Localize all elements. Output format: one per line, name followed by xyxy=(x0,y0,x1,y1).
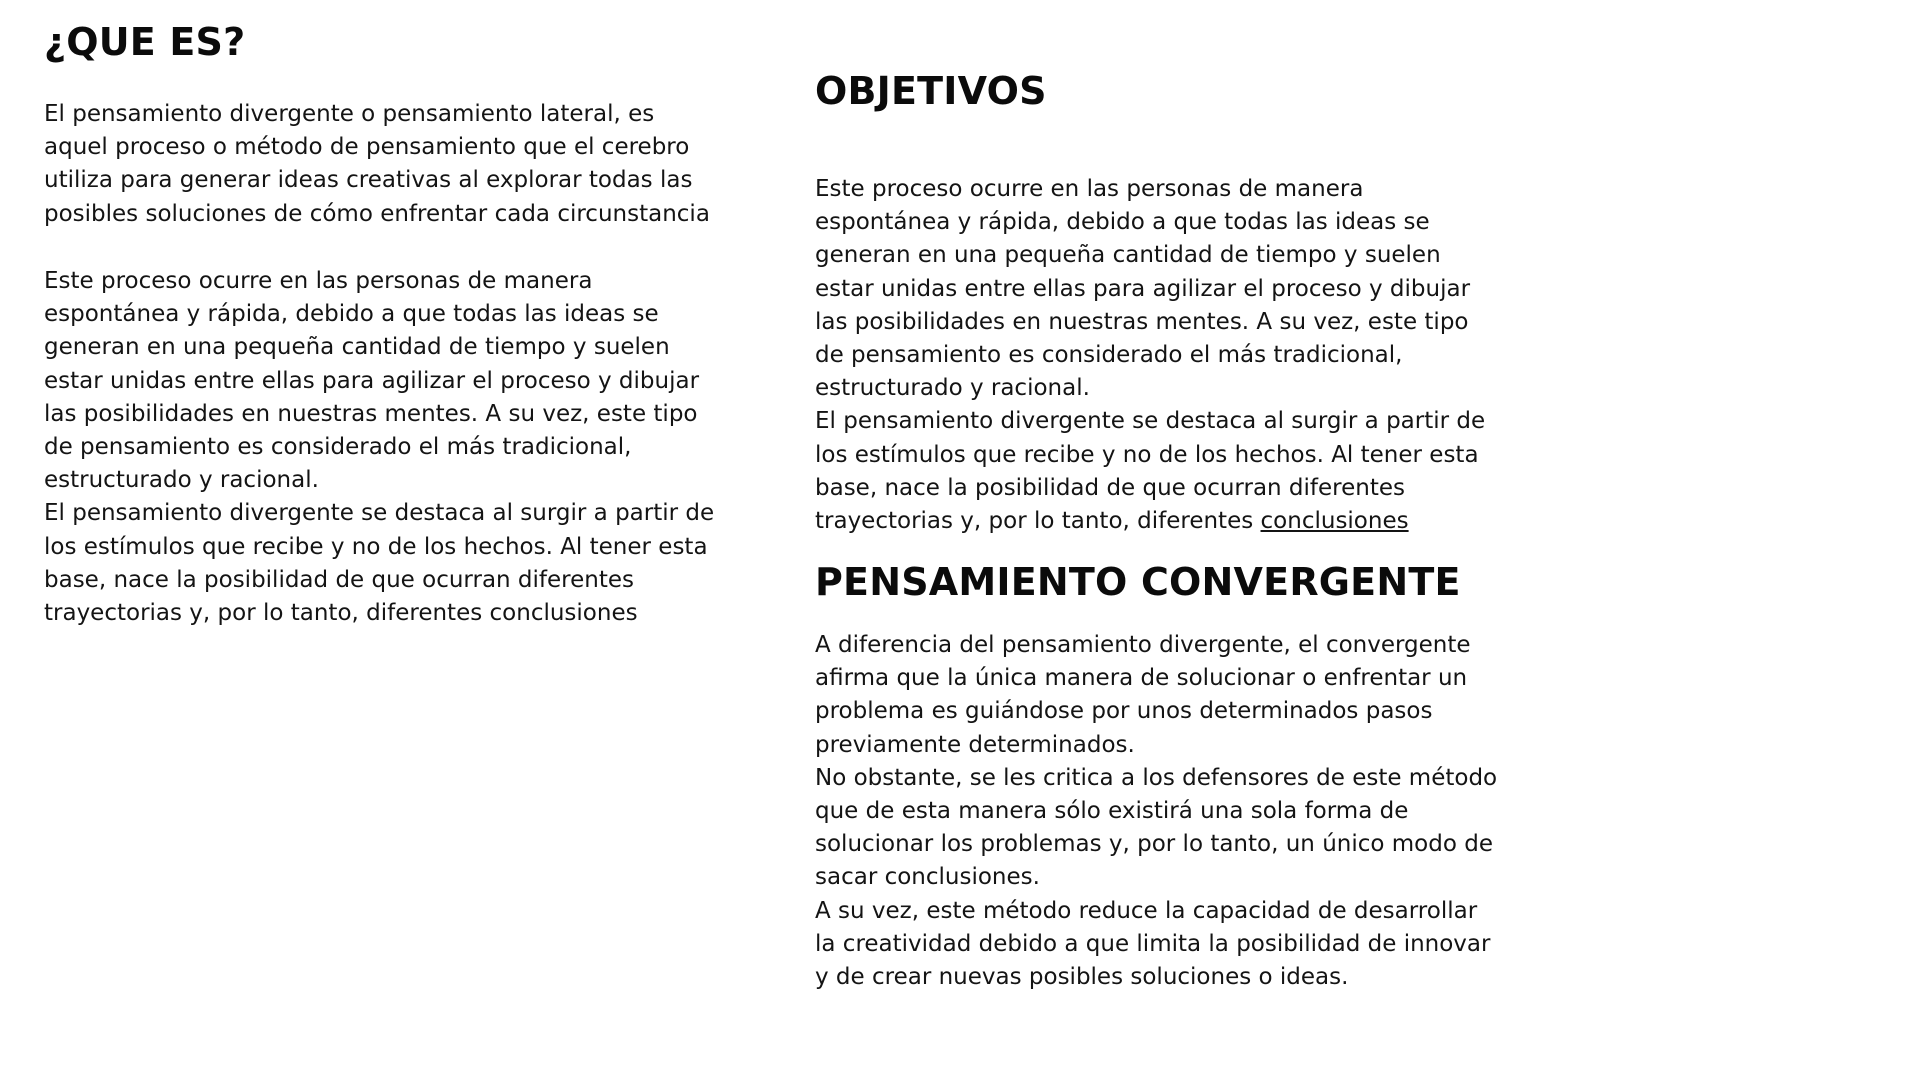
text-line: utiliza para generar ideas creativas al explorar todas las xyxy=(44,167,693,194)
text-line: aquel proceso o método de pensamiento que el cerebro xyxy=(44,134,690,161)
text-line: afirma que la única manera de solucionar o enfrentar un xyxy=(815,665,1468,692)
heading-objetivos: OBJETIVOS xyxy=(815,69,1047,113)
text-line: solucionar los problemas y, por lo tanto, un único modo de xyxy=(815,831,1493,858)
heading-que-es: ¿QUE ES? xyxy=(44,20,246,64)
text-line: A su vez, este método reduce la capacidad de desarrollar xyxy=(815,897,1478,924)
text-line: estar unidas entre ellas para agilizar el proceso y dibujar xyxy=(44,367,700,394)
text-line: previamente determinados. xyxy=(815,731,1135,758)
text-line: estructurado y racional. xyxy=(44,467,319,494)
text-line: El pensamiento divergente se destaca al surgir a partir de xyxy=(44,500,715,527)
text-line: No obstante, se les critica a los defensores de este método xyxy=(815,764,1498,791)
text-line: los estímulos que recibe y no de los hechos. Al tener esta xyxy=(44,533,708,560)
text-line: de pensamiento es considerado el más tradicional, xyxy=(815,342,1403,369)
paragraph-definicion xyxy=(44,98,710,231)
text-line: que de esta manera sólo existirá una sola forma de xyxy=(815,798,1409,825)
text-line: trayectorias y, por lo tanto, diferentes conclusiones xyxy=(44,600,638,627)
text-line: El pensamiento divergente se destaca al surgir a partir de xyxy=(815,408,1486,435)
text-line: A diferencia del pensamiento divergente, el convergente xyxy=(815,632,1471,658)
text-line: las posibilidades en nuestras mentes. A su vez, este tipo xyxy=(44,400,698,427)
text-line: y de crear nuevas posibles soluciones o ideas. xyxy=(815,964,1349,991)
conclusiones-link[interactable]: conclusiones xyxy=(1260,508,1409,535)
text-line: estructurado y racional. xyxy=(815,375,1090,402)
paragraph-proceso xyxy=(44,265,714,630)
text-line: Este proceso ocurre en las personas de manera xyxy=(815,176,1364,202)
text-line: sacar conclusiones. xyxy=(815,864,1040,891)
text-line: posibles soluciones de cómo enfrentar cada circunstancia xyxy=(44,200,710,227)
paragraph-convergente xyxy=(815,629,1497,994)
text-line: problema es guiándose por unos determinados pasos xyxy=(815,698,1433,725)
text-line: la creatividad debido a que limita la posibilidad de innovar xyxy=(815,930,1491,957)
text-line: Este proceso ocurre en las personas de manera xyxy=(44,268,593,294)
text-line: base, nace la posibilidad de que ocurran diferentes xyxy=(44,566,634,593)
text-line: de pensamiento es considerado el más tradicional, xyxy=(44,434,632,461)
text-line: generan en una pequeña cantidad de tiempo y suelen xyxy=(44,334,670,361)
text-line: generan en una pequeña cantidad de tiempo y suelen xyxy=(815,242,1441,269)
text-line-last xyxy=(815,505,1485,538)
text-line: espontánea y rápida, debido a que todas las ideas se xyxy=(815,209,1430,236)
heading-pensamiento-convergente: PENSAMIENTO CONVERGENTE xyxy=(815,560,1461,604)
text-line: espontánea y rápida, debido a que todas las ideas se xyxy=(44,301,659,328)
text-line: El pensamiento divergente o pensamiento lateral, es xyxy=(44,101,655,127)
text-line: los estímulos que recibe y no de los hechos. Al tener esta xyxy=(815,441,1479,468)
text-fragment: trayectorias y, por lo tanto, diferentes xyxy=(815,508,1261,535)
paragraph-objetivos xyxy=(815,173,1485,538)
text-line: base, nace la posibilidad de que ocurran diferentes xyxy=(815,474,1405,501)
text-line: las posibilidades en nuestras mentes. A su vez, este tipo xyxy=(815,308,1469,335)
text-line: estar unidas entre ellas para agilizar el proceso y dibujar xyxy=(815,275,1471,302)
